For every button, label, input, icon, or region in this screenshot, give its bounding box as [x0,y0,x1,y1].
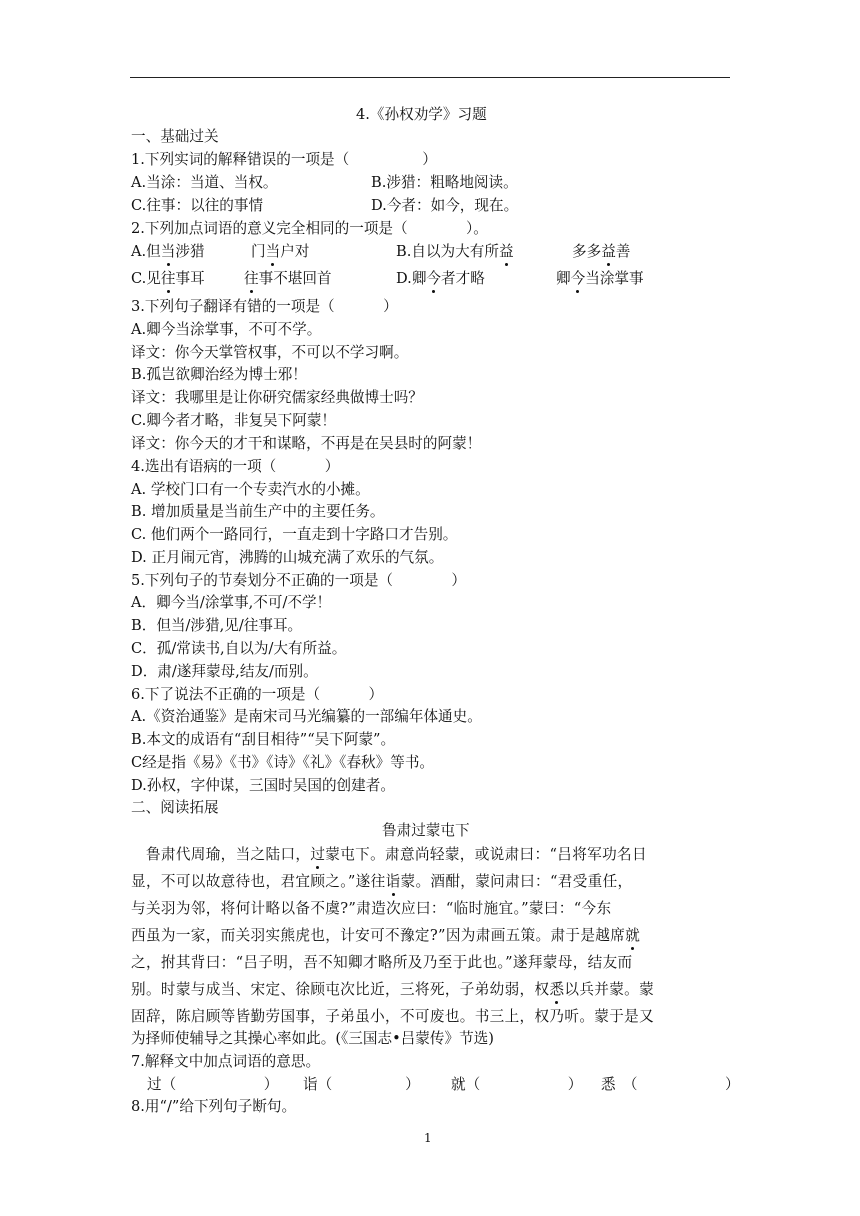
passage-line-3: 与关羽为邻，将何计略以备不虞?”肃造次应曰：“临时施宜。”蒙曰：“今东 [131,900,612,917]
q4-option-c: C. 他们两个一路同行，一直走到十字路口才告别。 [131,526,458,543]
emphasis-dot-char: 过 [310,846,326,863]
passage-line-7: 固辞，陈启顾等皆勤劳国事，子弟虽小，不可废也。书三上，权乃听。蒙于是又 [131,1008,655,1025]
question-7-stem: 7.解释文中加点词语的意思。 [131,1053,321,1070]
question-3-stem: 3.下列句子翻译有错的一项是（ ） [131,298,398,315]
q3-option-c: C.卿今者才略，非复吴下阿蒙！ [131,412,337,429]
q2-option-a-term1: A.但当涉猎 [131,243,205,260]
page-number: 1 [424,1131,432,1145]
section-heading-reading: 二、阅读拓展 [131,799,219,816]
passage-line-2: 显，不可以故意待也，君宜顾之。”遂往诣蒙。酒酣，蒙问肃曰：“君受重任， [131,873,633,890]
passage-line-8: 为择师使辅导之其操心率如此。(《三国志•吕蒙传》节选) [131,1030,494,1047]
question-1-stem: 1.下列实词的解释错误的一项是（ ） [131,151,437,168]
passage-line-1: 鲁肃代周瑜，当之陆口，过蒙屯下。肃意尚轻蒙，或说肃曰：“吕将军功名日 [131,846,647,863]
passage-line-6: 别。时蒙与成当、宋定、徐顾屯次比近，三将死，子弟幼弱，权悉以兵并蒙。蒙 [131,981,655,998]
q2-option-d-term1: D.卿今者才略 [396,270,485,287]
q4-option-d: D. 正月闹元宵，沸腾的山城充满了欢乐的气氛。 [131,549,444,566]
passage-line-4: 西虽为一家，而关羽实熊虎也，计安可不豫定?”因为肃画五策。肃于是越席就 [131,927,641,944]
emphasis-dot-char: 就 [625,927,641,944]
q1-option-d: D.今者：如今，现在。 [371,197,519,214]
passage-title: 鲁肃过蒙屯下 [382,822,470,839]
q3-option-a: A.卿今当涂掌事，不可不学。 [131,321,322,338]
q5-option-b: B．但当/涉猎,见/往事耳。 [131,617,303,634]
emphasis-dot-char: 今 [570,270,586,287]
q5-option-a: A．卿今当/涂掌事,不可/不学！ [131,594,332,611]
q6-option-b: B.本文的成语有“刮目相待”“吴下阿蒙”。 [131,731,396,748]
q2-option-c-term2: 往事不堪回首 [244,270,332,287]
q3-option-c-translation: 译文：你今天的才干和谋略，不再是在吴县时的阿蒙！ [131,435,482,452]
q3-option-a-translation: 译文：你今天掌管权事，不可以不学习啊。 [131,344,409,361]
passage-line-5: 之，拊其背曰：“吕子明，吾不知卿才略所及乃至于此也。”遂拜蒙母，结友而 [131,954,633,971]
q5-option-d: D．肃/遂拜蒙母,结友/而别。 [131,663,318,680]
emphasis-dot-char: 益 [601,243,616,260]
q4-option-a: A. 学校门口有一个专卖汽水的小摊。 [131,481,370,498]
q5-option-c: C．孤/常读书,自以为/大有所益。 [131,640,347,657]
section-heading-basics: 一、基础过关 [131,128,219,145]
q1-option-b: B.涉猎：粗略地阅读。 [371,174,518,191]
emphasis-dot-char: 今 [426,270,442,287]
q1-option-a: A.当涂：当道、当权。 [131,174,278,191]
emphasis-dot-char: 诣 [385,873,401,890]
q3-option-b-translation: 译文：我哪里是让你研究儒家经典做博士吗？ [131,389,423,406]
emphasis-dot-char: 当 [160,243,176,260]
emphasis-dot-char: 往 [160,270,176,287]
page-title: 4.《孙权劝学》习题 [356,106,487,123]
q6-option-d: D.孙权，字仲谋，三国时吴国的创建者。 [131,777,395,794]
q7-blank-guo: 过（ ） [147,1076,279,1093]
question-4-stem: 4.选出有语病的一项（ ） [131,458,340,475]
question-8-stem: 8.用“/”给下列句子断句。 [131,1098,297,1115]
q6-option-c: C经是指《易》《书》《诗》《礼》《春秋》等书。 [131,754,435,771]
q7-blank-jiu: 就（ ） [451,1076,583,1093]
emphasis-dot-char: 往 [244,270,259,287]
q7-blank-xi: 悉 （ ） [601,1076,740,1093]
emphasis-dot-char: 悉 [549,981,565,998]
emphasis-dot-char: 益 [498,243,514,260]
q7-blank-yi: 诣（ ） [303,1076,420,1093]
q2-option-b-term2: 多多益善 [572,243,631,260]
question-2-stem: 2.下列加点词语的意义完全相同的一项是（ ）。 [131,220,488,237]
q6-option-a: A.《资治通鉴》是南宋司马光编纂的一部编年体通史。 [131,708,482,725]
q3-option-b: B.孤岂欲卿治经为博士邪！ [131,366,307,383]
q2-option-c-term1: C.见往事耳 [131,270,205,287]
question-6-stem: 6.下了说法不正确的一项是（ ） [131,686,384,703]
header-rule [130,77,730,78]
q2-option-b-term1: B.自以为大有所益 [396,243,514,260]
q4-option-b: B. 增加质量是当前生产中的主要任务。 [131,503,385,520]
question-5-stem: 5.下列句子的节奏划分不正确的一项是（ ） [131,572,466,589]
q2-option-a-term2: 门当户对 [251,243,310,260]
q1-option-c: C.往事：以往的事情 [131,197,264,214]
emphasis-dot-char: 当 [265,243,281,260]
q2-option-d-term2: 卿今当涂掌事 [556,270,644,287]
